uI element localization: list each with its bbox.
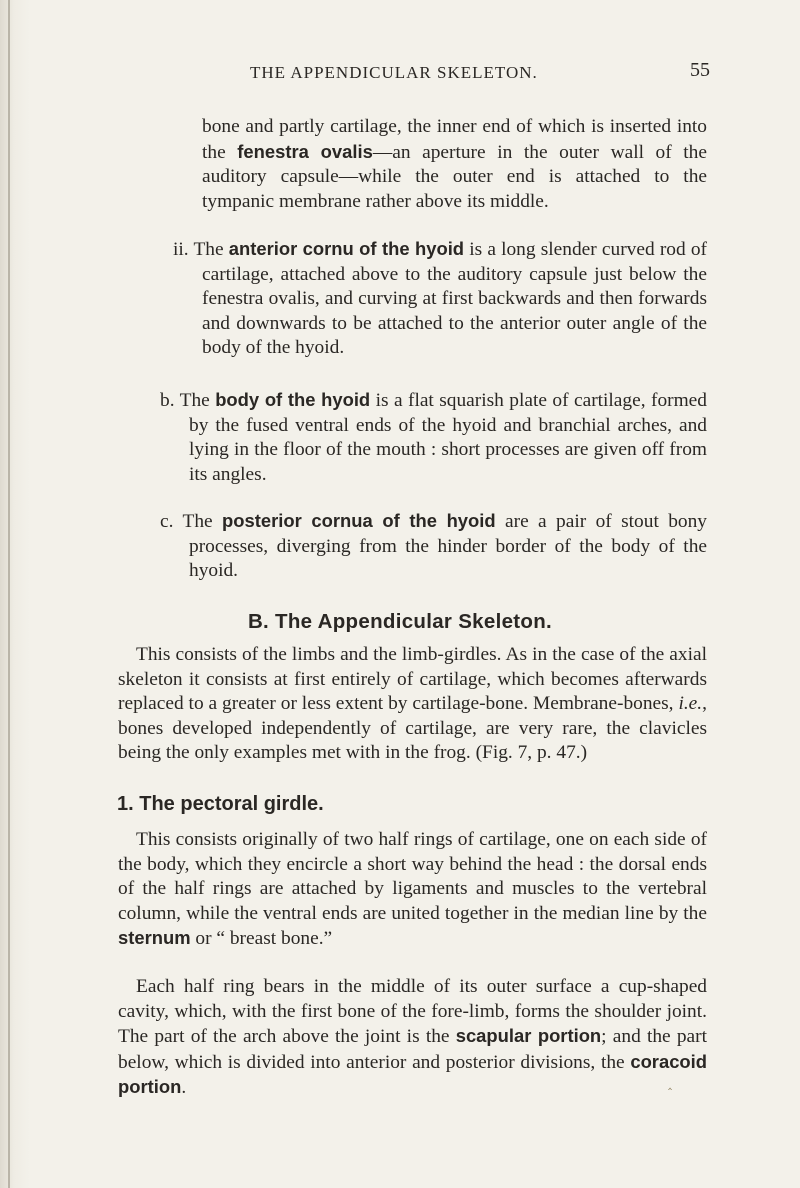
text: The [174, 390, 216, 411]
running-header [70, 59, 710, 89]
term-fenestra-ovalis: fenestra ovalis [237, 140, 373, 162]
text: are a pair of stout bony processes, diverging from the hinder border of the body of the hyoid. [189, 511, 707, 582]
paragraph-stapes-continuation [202, 115, 707, 214]
paragraph-pectoral-girdle-2 [118, 975, 707, 1101]
list-marker: ii. [173, 239, 189, 260]
term-anterior-cornu: anterior cornu of the hyoid [228, 238, 465, 259]
term-coracoid-portion: coracoid portion [118, 1050, 707, 1098]
text: This consists originally of two half rings of cartilage, one on each side of the body, which they encircle a short way behind the head : the dorsal ends of the half rings are attached by ligaments and muscles to the vertebral column, while the ventral ends are united together in the median line by the [118, 829, 707, 924]
text: , bones developed independently of cartilage, are very rare, the clavicles being the only examples met with in the frog. (Fig. 7, p. 47.) [118, 693, 707, 764]
term-scapular-portion: scapular portion [455, 1025, 602, 1047]
text: —an aperture in the outer wall of the auditory capsule—while the outer end is attached to the tympanic membrane rather above its middle. [202, 141, 707, 212]
term-body-of-hyoid: body of the hyoid [215, 389, 371, 410]
text: The [188, 239, 229, 260]
text: ; and the part below, which is divided into anterior and posterior divisions, the [118, 1026, 708, 1073]
text: is a long slender curved rod of cartilage, attached above to the auditory capsule just below the fenestra ovalis, and curving at first backwards and then forwards and downwards to be attached to the anterior outer angle of the body of the hyoid. [202, 239, 707, 359]
text: or “ breast bone.” [190, 928, 333, 950]
sub-heading-pectoral-girdle: 1. The pectoral girdle. [117, 793, 324, 815]
text: bone and partly cartilage, the inner end of which is inserted into the [202, 116, 707, 163]
section-heading: B. The Appendicular Skeleton. [247, 610, 553, 633]
term-posterior-cornua: posterior cornua of the hyoid [222, 510, 496, 531]
binding-line [8, 0, 10, 1188]
list-marker: b. [160, 390, 175, 411]
running-head-title: THE APPENDICULAR SKELETON. [250, 63, 538, 82]
paragraph-posterior-cornua [160, 509, 707, 584]
paragraph-anterior-cornu [173, 237, 707, 361]
list-marker: c. [160, 511, 174, 532]
text: This consists of the limbs and the limb-girdles. As in the case of the axial skeleton it consists at first entirely of cartilage, which becomes afterwards replaced to a greater or less extent by cartilage-bone. Membrane-bones, [118, 644, 707, 715]
text: . [181, 1077, 187, 1099]
paragraph-appendicular-intro [118, 643, 707, 766]
print-mark: ‸ [668, 1076, 673, 1090]
term-sternum: sternum [118, 927, 191, 949]
paragraph-body-of-hyoid [160, 388, 707, 487]
italic-ie: i.e. [678, 693, 703, 715]
text: is a flat squarish plate of cartilage, formed by the fused ventral ends of the hyoid and branchial arches, and lying in the floor of the mouth : short processes are given off from its angles. [189, 390, 707, 485]
paragraph-pectoral-girdle-1 [118, 828, 707, 952]
text: The [173, 511, 223, 532]
text: Each half ring bears in the middle of its outer surface a cup-shaped cavity, which, with the first bone of the fore-limb, forms the shoulder joint. The part of the arch above the joint is the [118, 976, 707, 1048]
page-number: 55 [690, 59, 710, 81]
page-binding-edge [0, 0, 30, 1188]
